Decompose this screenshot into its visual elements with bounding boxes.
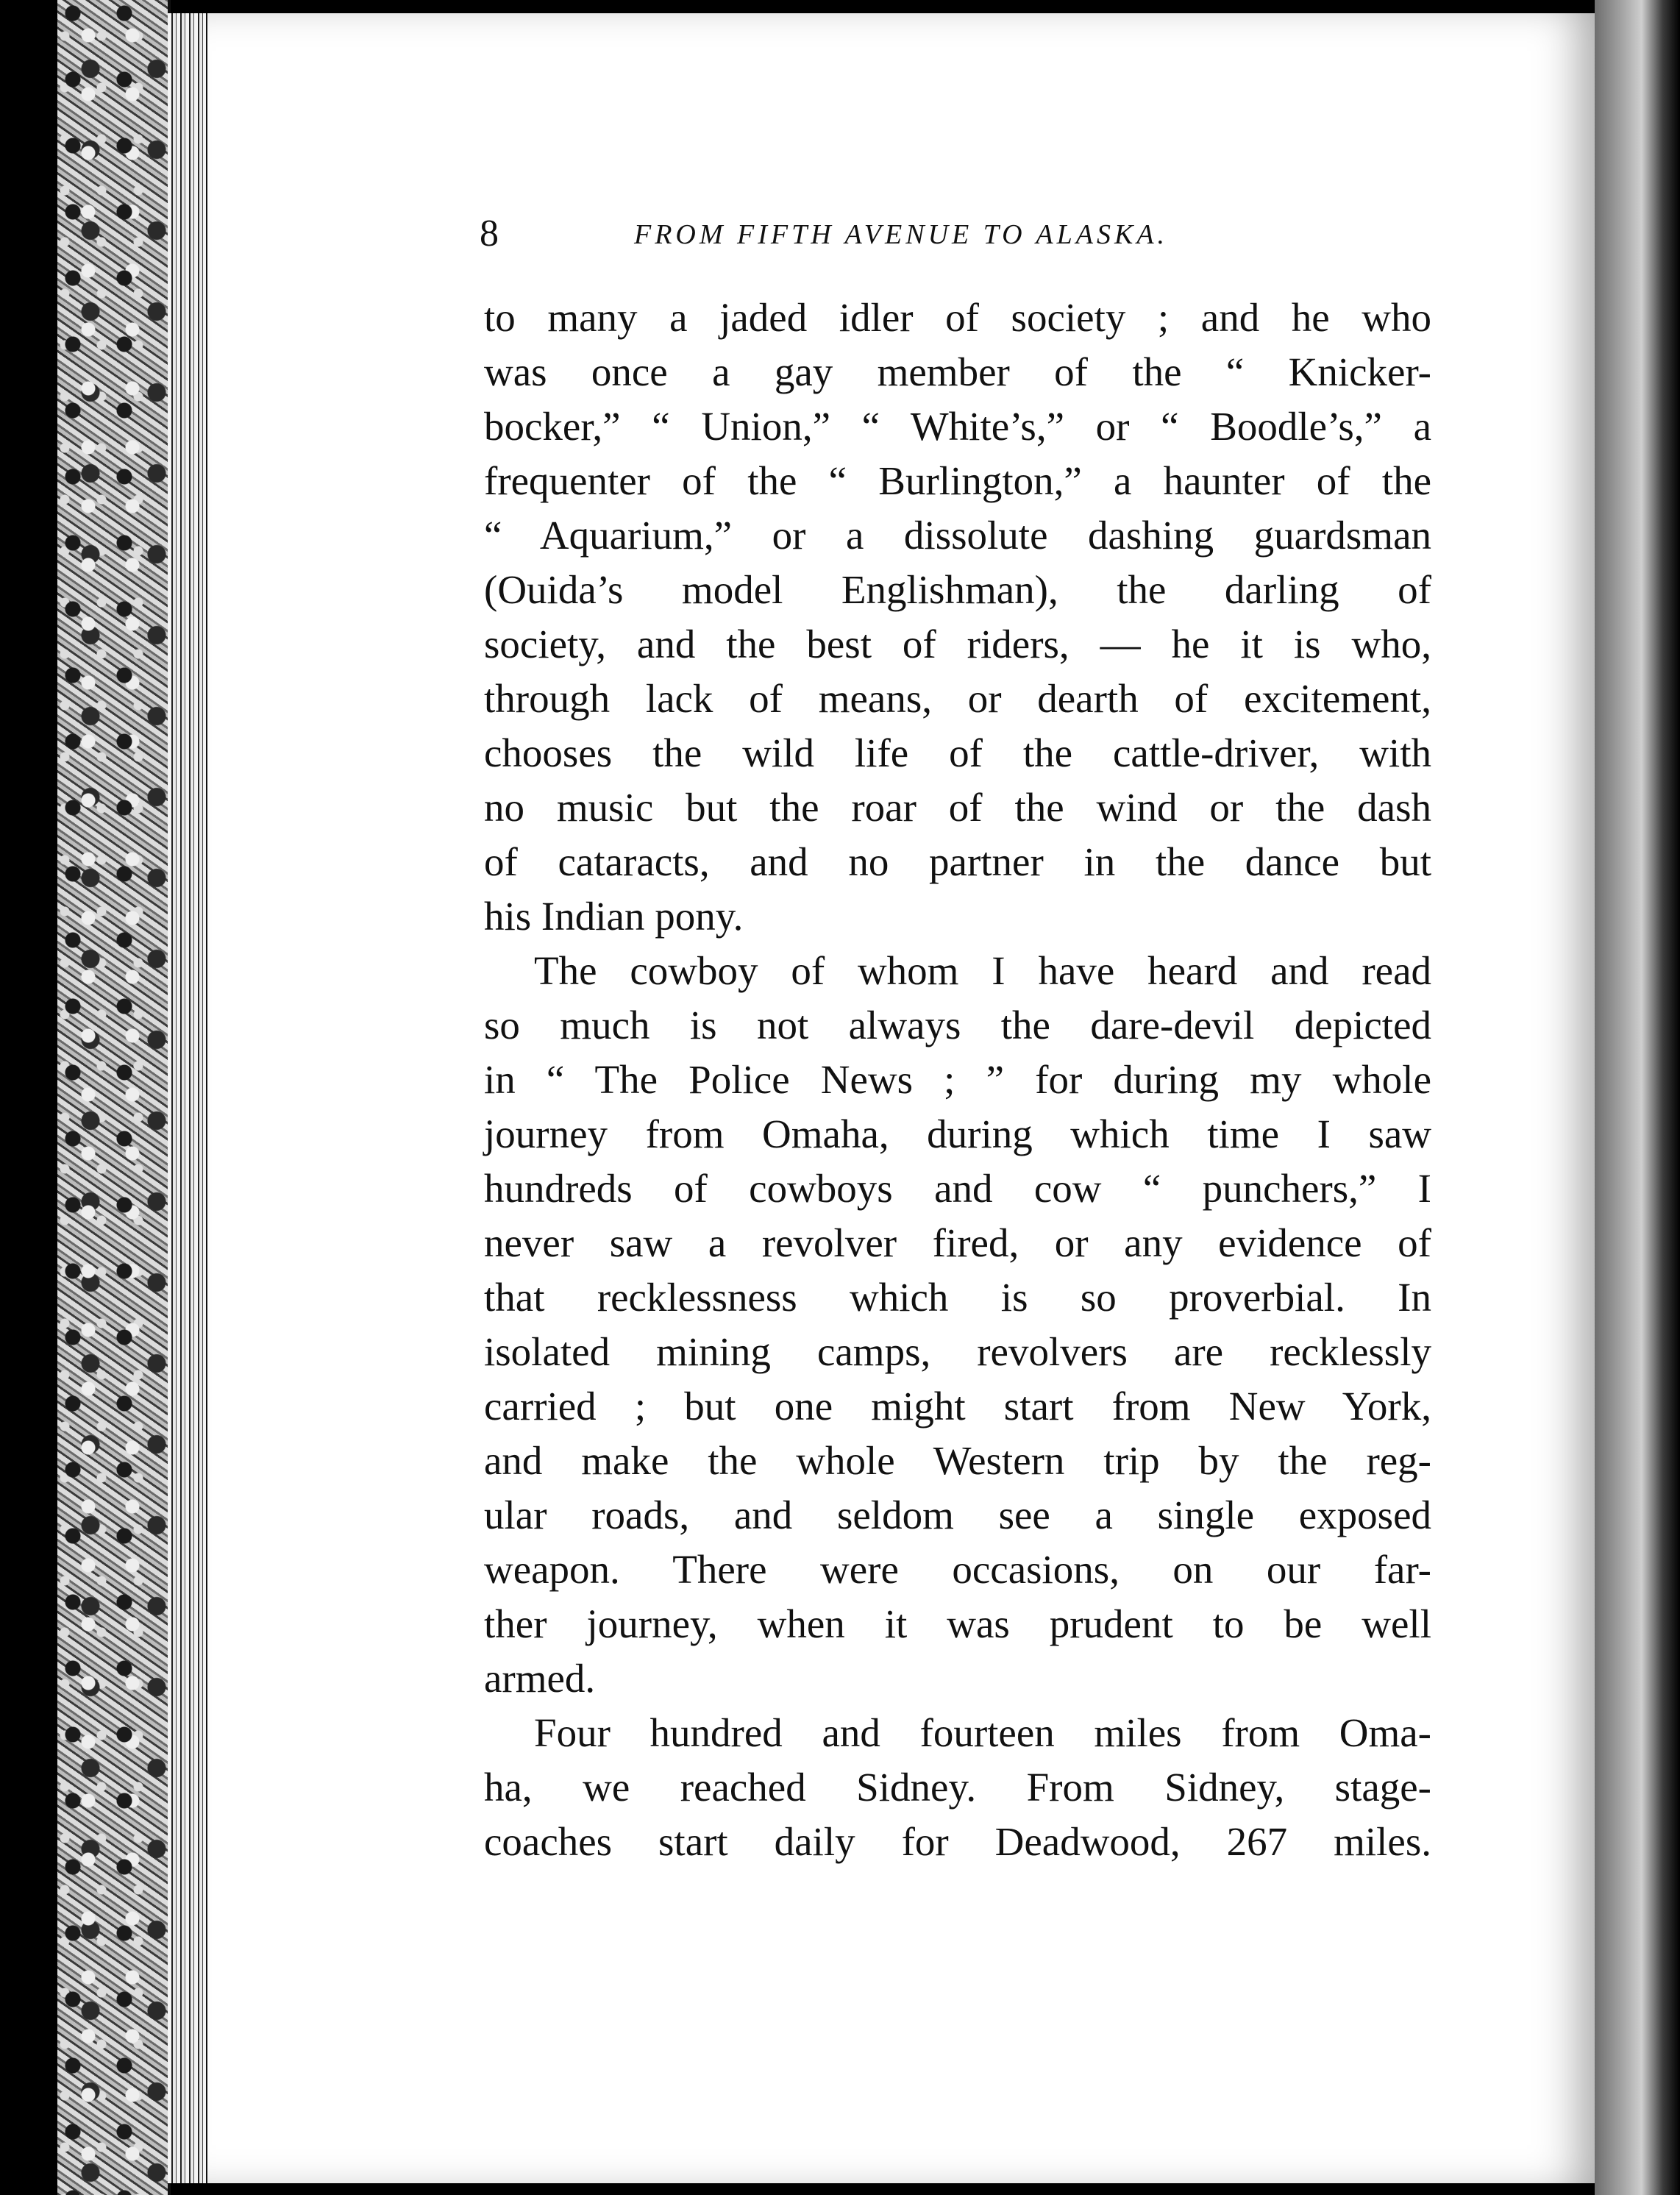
text-line: that recklessness which is so proverbial. In xyxy=(484,1275,1431,1320)
text-line: of cataracts, and no partner in the dance but xyxy=(484,839,1431,884)
text-line: armed. xyxy=(484,1656,596,1701)
page-edges xyxy=(168,13,208,2183)
text-line: Four hundred and fourteen miles from Oma- xyxy=(534,1710,1431,1755)
body-text xyxy=(484,291,1431,1869)
text-line: his Indian pony. xyxy=(484,894,744,939)
text-line: weapon. There were occasions, on our far- xyxy=(484,1547,1431,1592)
text-line: chooses the wild life of the cattle-driver, with xyxy=(484,730,1431,775)
text-line: never saw a revolver fired, or any evidence of xyxy=(484,1220,1431,1265)
decorative-endpaper xyxy=(57,0,171,2195)
text-line: carried ; but one might start from New York, xyxy=(484,1384,1431,1429)
text-line: was once a gay member of the “ Knicker- xyxy=(484,349,1431,394)
text-line: “ Aquarium,” or a dissolute dashing guardsman xyxy=(484,513,1431,558)
text-line: through lack of means, or dearth of excitement, xyxy=(484,676,1431,721)
text-line: frequenter of the “ Burlington,” a haunter of the xyxy=(484,458,1431,503)
text-line: no music but the roar of the wind or the dash xyxy=(484,785,1431,830)
text-line: coaches start daily for Deadwood, 267 miles. xyxy=(484,1819,1431,1864)
text-line: The cowboy of whom I have heard and read xyxy=(534,948,1431,993)
text-line: and make the whole Western trip by the reg- xyxy=(484,1438,1431,1483)
text-line: ha, we reached Sidney. From Sidney, stage- xyxy=(484,1765,1431,1810)
running-head: FROM FIFTH AVENUE TO ALASKA. xyxy=(634,219,1169,250)
text-line: hundreds of cowboys and cow “ punchers,” I xyxy=(484,1166,1431,1211)
text-line: ular roads, and seldom see a single exposed xyxy=(484,1493,1431,1537)
text-line: to many a jaded idler of society ; and he who xyxy=(484,295,1431,340)
page-number: 8 xyxy=(480,213,499,255)
text-line: isolated mining camps, revolvers are recklessly xyxy=(484,1329,1431,1374)
page-header xyxy=(480,208,1436,260)
text-line: society, and the best of riders, — he it is who, xyxy=(484,622,1431,666)
page-gutter-shadow xyxy=(1595,0,1680,2195)
text-line: in “ The Police News ; ” for during my whole xyxy=(484,1057,1431,1102)
text-line: journey from Omaha, during which time I saw xyxy=(484,1111,1431,1156)
text-line: ther journey, when it was prudent to be well xyxy=(484,1601,1431,1646)
text-line: bocker,” “ Union,” “ White’s,” or “ Boodle’s,” a xyxy=(484,404,1431,449)
text-line: (Ouida’s model Englishman), the darling of xyxy=(484,567,1431,612)
text-line: so much is not always the dare-devil depicted xyxy=(484,1003,1431,1047)
